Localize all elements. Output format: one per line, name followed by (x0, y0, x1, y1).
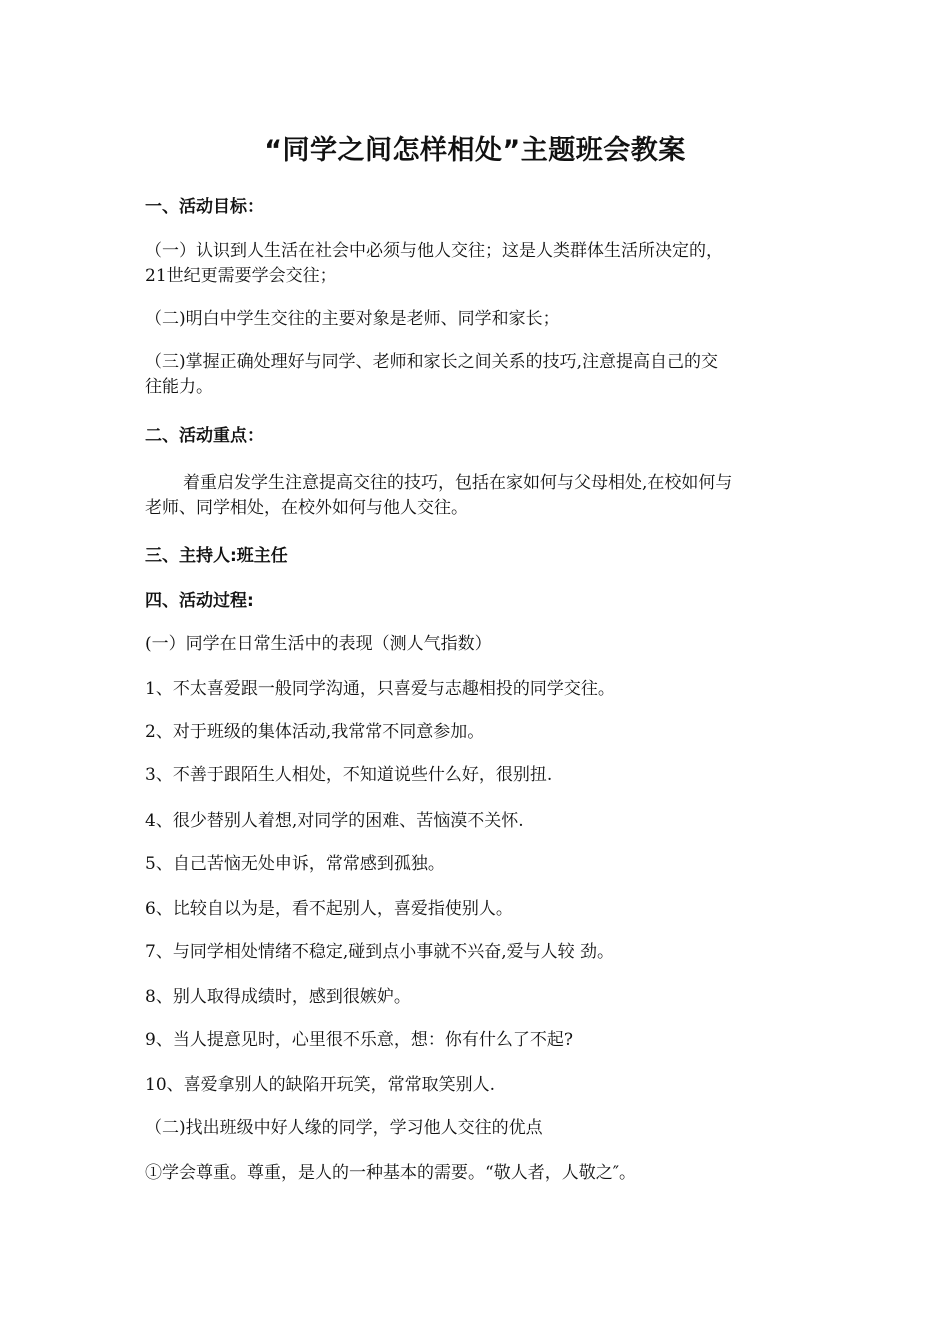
goal-item-1-line-1: （一）认识到人生活在社会中必须与他人交往；这是人类群体生活所决定的， (145, 241, 723, 261)
goal-item-2: （二)明白中学生交往的主要对象是老师、同学和家长； (145, 309, 560, 329)
process-point-1: ①学会尊重。尊重，是人的一种基本的需要。“敬人者，人敬之″。 (145, 1163, 637, 1183)
focus-paragraph-line-2: 老师、同学相处，在校外如何与他人交往。 (145, 498, 468, 518)
goal-item-3-line-1: （三)掌握正确处理好与同学、老师和家长之间关系的技巧,注意提高自己的交 (145, 352, 719, 372)
section-heading-host: 三、主持人:班主任 (145, 546, 288, 566)
list-item: 9、当人提意见时，心里很不乐意，想：你有什么了不起? (145, 1030, 573, 1050)
list-item: 3、不善于跟陌生人相处，不知道说些什么好，很别扭. (145, 765, 553, 785)
process-subsection-1: (一）同学在日常生活中的表现（测人气指数） (145, 634, 492, 654)
list-item: 10、喜爱拿别人的缺陷开玩笑，常常取笑别人. (145, 1075, 496, 1095)
section-heading-process: 四、活动过程: (145, 591, 254, 611)
section-heading-focus: 二、活动重点： (145, 426, 264, 446)
goal-item-1-line-2: 21世纪更需要学会交往； (145, 266, 337, 286)
list-item: 4、很少替别人着想,对同学的困难、苦恼漠不关怀. (145, 811, 524, 831)
list-item: 6、比较自以为是，看不起别人，喜爱指使别人。 (145, 899, 513, 919)
section-heading-goals: 一、活动目标： (145, 197, 264, 217)
document-title: “同学之间怎样相处”主题班会教案 (264, 135, 686, 166)
list-item: 1、不太喜爱跟一般同学沟通，只喜爱与志趣相投的同学交往。 (145, 679, 615, 699)
process-subsection-2: （二)找出班级中好人缘的同学，学习他人交往的优点 (145, 1118, 543, 1138)
list-item: 2、对于班级的集体活动,我常常不同意参加。 (145, 722, 485, 742)
list-item: 8、别人取得成绩时，感到很嫉妒。 (145, 987, 411, 1007)
goal-item-3-line-2: 往能力。 (145, 377, 213, 397)
list-item: 5、自己苦恼无处申诉，常常感到孤独。 (145, 854, 445, 874)
list-item: 7、与同学相处情绪不稳定,碰到点小事就不兴奋,爱与人较 劲。 (145, 942, 615, 962)
focus-paragraph-line-1: 着重启发学生注意提高交往的技巧，包括在家如何与父母相处,在校如何与 (183, 473, 733, 493)
